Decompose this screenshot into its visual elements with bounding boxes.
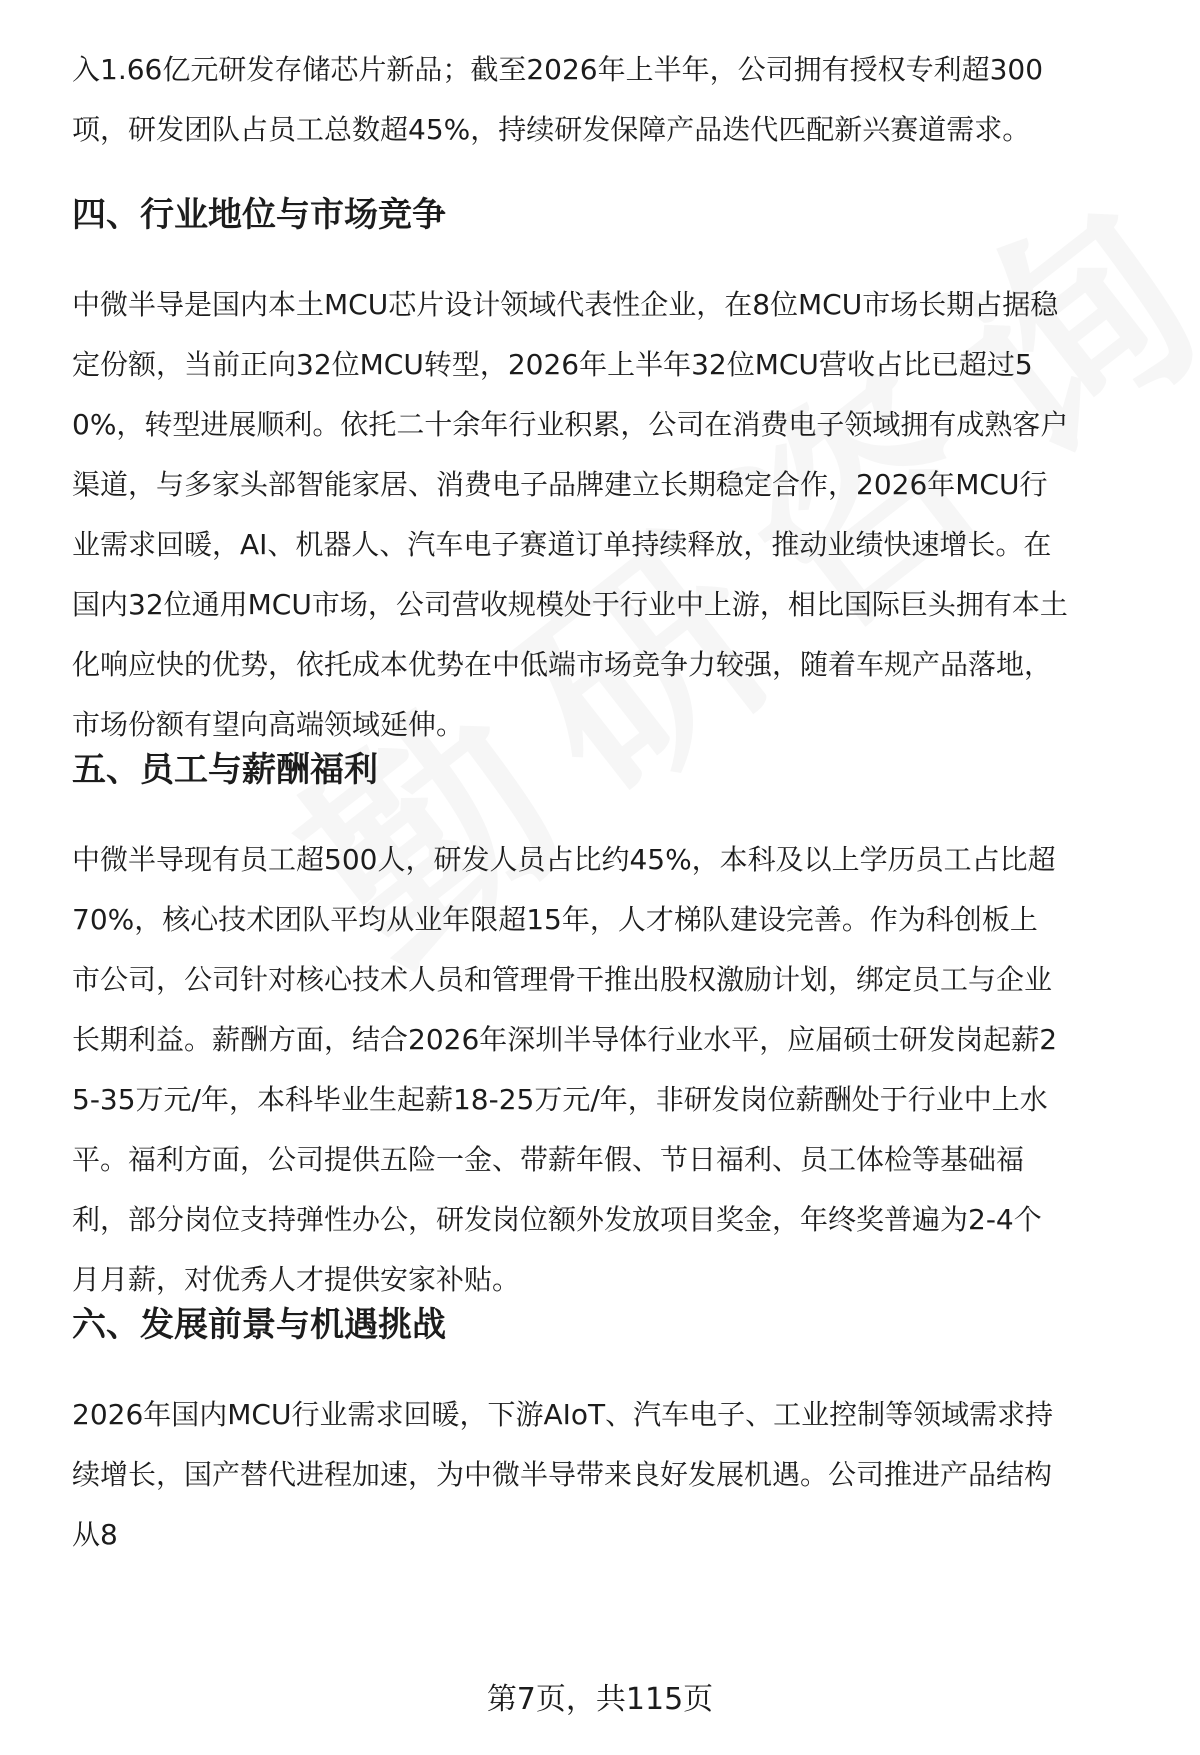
intro-paragraph: 入1.66亿元研发存储芯片新品；截至2026年上半年，公司拥有授权专利超300项，研发团队占员工总数超45%，持续研发保障产品迭代匹配新兴赛道需求。 xyxy=(72,53,1044,146)
section-4-heading: 四、行业地位与市场竞争 xyxy=(72,195,446,235)
page-number: 第7页，共115页 xyxy=(486,1682,714,1717)
section-4-paragraph: 中微半导是国内本土MCU芯片设计领域代表性企业，在8位MCU市场长期占据稳定份额，当前正向32位MCU转型，2026年上半年32位MCU营收占比已超过50%，转型进展顺利。依托二十余年行业积累，公司在消费电子领域拥有成熟客户渠道，与多家头部智能家居、消费电子品牌建立长期稳定合作，2026年MCU行业需求回暖，AI、机器人、汽车电子赛道订单持续释放，推动业绩快速增长。在国内32位通用MCU市场，公司营收规模处于行业中上游，相比国际巨头拥有本土化响应快的优势，依托成本优势在中低端市场竞争力较强，随着车规产品落地，市场份额有望向高端领域延伸。 xyxy=(72,288,1069,741)
section-6-paragraph: 2026年国内MCU行业需求回暖，下游AIoT、汽车电子、工业控制等领域需求持续增长，国产替代进程加速，为中微半导带来良好发展机遇。公司推进产品结构从8 xyxy=(72,1398,1054,1551)
section-6-heading: 六、发展前景与机遇挑战 xyxy=(72,1305,446,1345)
section-5-paragraph: 中微半导现有员工超500人，研发人员占比约45%，本科及以上学历员工占比超70%，核心技术团队平均从业年限超15年，人才梯队建设完善。作为科创板上市公司，公司针对核心技术人员和管理骨干推出股权激励计划，绑定员工与企业长期利益。薪酬方面，结合2026年深圳半导体行业水平，应届硕士研发岗起薪25-35万元/年，本科毕业生起薪18-25万元/年，非研发岗位薪酬处于行业中上水平。福利方面，公司提供五险一金、带薪年假、节日福利、员工体检等基础福利，部分岗位支持弹性办公，研发岗位额外发放项目奖金，年终奖普遍为2-4个月月薪，对优秀人才提供安家补贴。 xyxy=(72,843,1058,1296)
section-5-heading: 五、员工与薪酬福利 xyxy=(72,750,378,790)
